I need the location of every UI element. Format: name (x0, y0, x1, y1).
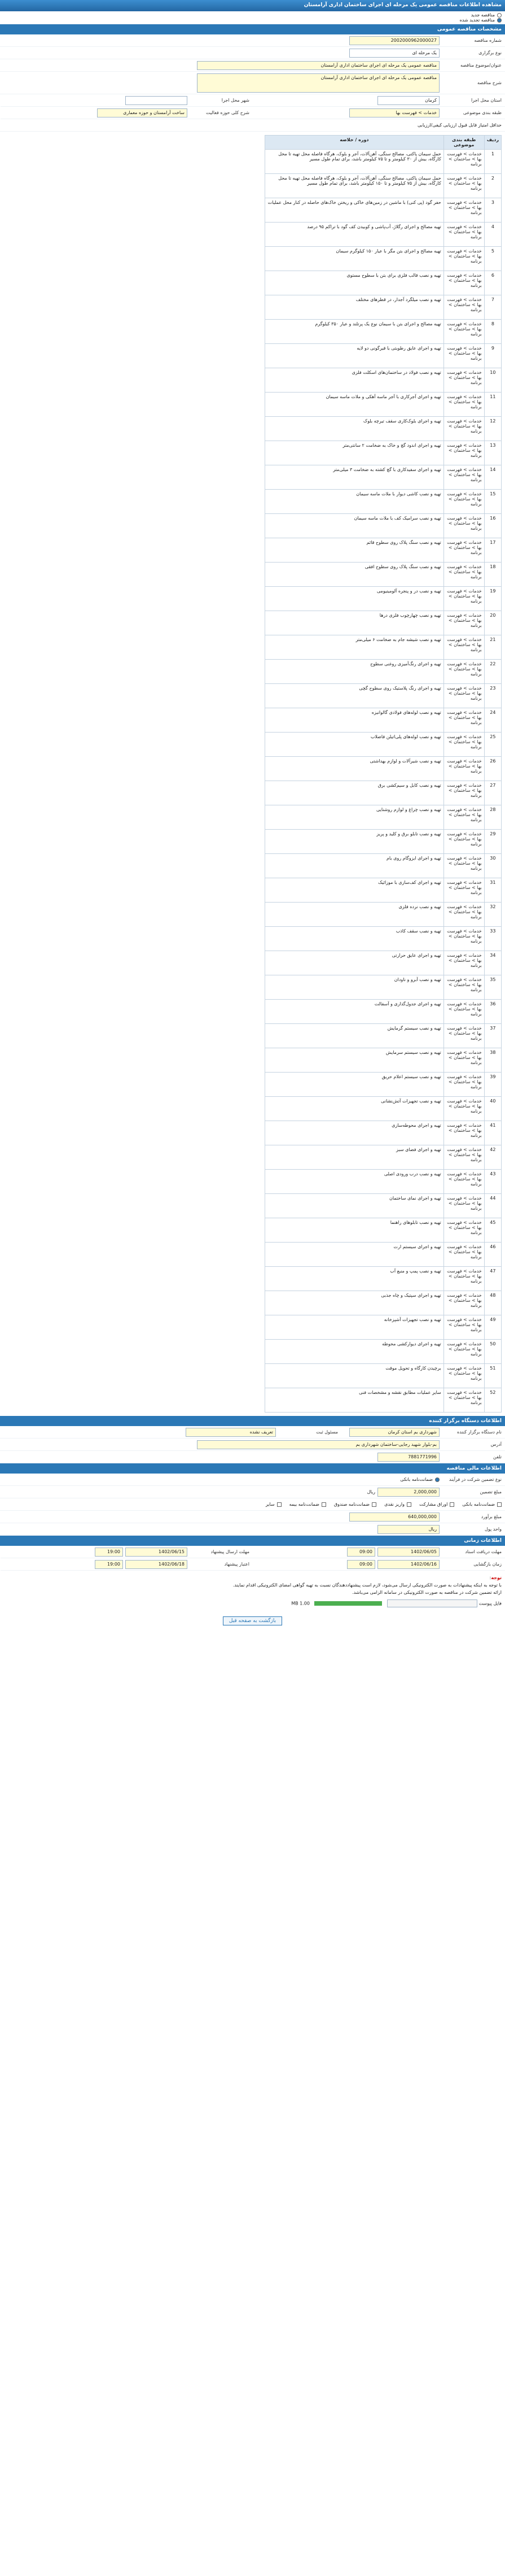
row-category: خدمات > فهرست بها > ساختمان > برنامه (443, 757, 484, 781)
table-row (265, 1388, 502, 1413)
table-row (265, 1048, 502, 1073)
table-row (265, 150, 502, 174)
table-row (265, 563, 502, 587)
row-summary: حفر گود (پی کنی) با ماشین در زمین‌های خاکی و ریختن خاک‌های حاصله در کنار محل عملیات (265, 198, 444, 223)
row-index: 50 (484, 1340, 501, 1364)
row-category: خدمات > فهرست بها > ساختمان > برنامه (443, 587, 484, 611)
row-category: خدمات > فهرست بها > ساختمان > برنامه (443, 805, 484, 830)
organizer-person-field: تعریف نشده (186, 1428, 276, 1437)
row-summary: تهیه و اجرای بلوک‌کاری سقف تیرچه بلوک (265, 417, 444, 441)
row-index: 34 (484, 951, 501, 975)
row-summary: تهیه و نصب تابلو برق و کلید و پریز (265, 830, 444, 854)
financial-section-title: اطلاعات مالی مناقصه (0, 1463, 505, 1474)
row-index: 36 (484, 1000, 501, 1024)
table-row (265, 344, 502, 368)
row-summary: تهیه و اجرای اندود گچ و خاک به ضخامت ۲ سانتی‌متر (265, 441, 444, 465)
category-field: خدمات > فهرست بها (349, 108, 440, 117)
row-category: خدمات > فهرست بها > ساختمان > برنامه (443, 1048, 484, 1073)
classified-label: حداقل امتیاز قابل قبول ارزیابی کیفی/ارزیابی (418, 123, 502, 128)
row-summary: سایر عملیات مطابق نقشه و مشخصات فنی (265, 1388, 444, 1413)
table-row (265, 514, 502, 538)
row-category: خدمات > فهرست بها > ساختمان > برنامه (443, 1218, 484, 1243)
row-category: خدمات > فهرست بها > ساختمان > برنامه (443, 660, 484, 684)
row-summary: تهیه مصالح و اجرای رگلاژ، آب‌پاشی و کوبیدن کف گود با تراکم ۹۵ درصد (265, 223, 444, 247)
row-category: خدمات > فهرست بها > ساختمان > برنامه (443, 1121, 484, 1145)
guarantee-label: واریز نقدی (384, 1502, 405, 1507)
file-field[interactable] (387, 1599, 477, 1607)
row-category: خدمات > فهرست بها > ساختمان > برنامه (443, 611, 484, 635)
tender-subject-field: مناقصه عمومی یک مرحله ای اجرای ساختمان اداری آرامستان (197, 61, 440, 70)
row-index: 11 (484, 393, 501, 417)
row-category: خدمات > فهرست بها > ساختمان > برنامه (443, 417, 484, 441)
row-index: 44 (484, 1194, 501, 1218)
table-row (265, 271, 502, 295)
publish-label: مهلت دریافت اسناد (465, 1549, 502, 1554)
row-summary: تهیه و اجرای آجرکاری با آجر ماسه آهکی و ملات ماسه سیمان (265, 393, 444, 417)
row-category: خدمات > فهرست بها > ساختمان > برنامه (443, 854, 484, 878)
row-index: 23 (484, 684, 501, 708)
table-row (265, 174, 502, 198)
guarantee-types (0, 1498, 505, 1511)
row-summary: تهیه و نصب لوله‌های فولادی گالوانیزه (265, 708, 444, 733)
table-row (265, 465, 502, 490)
row-summary: تهیه و نصب فولاد در ساختمان‌های اسکلت فلزی (265, 368, 444, 393)
row-category: خدمات > فهرست بها > ساختمان > برنامه (443, 1145, 484, 1170)
table-row (265, 830, 502, 854)
amount-label: مبلغ تضمین (480, 1489, 502, 1494)
unit-label: واحد پول (485, 1527, 502, 1532)
row-index: 2 (484, 174, 501, 198)
table-row (265, 1291, 502, 1315)
row-index: 35 (484, 975, 501, 1000)
row-category: خدمات > فهرست بها > ساختمان > برنامه (443, 951, 484, 975)
publish-date: 1402/06/05 (377, 1548, 440, 1557)
row-summary: تهیه و نصب تجهیزات آتش‌نشانی (265, 1097, 444, 1121)
row-index: 5 (484, 247, 501, 271)
amount-field: 2,000,000 (377, 1488, 440, 1497)
organizer-name-label: نام دستگاه برگزار کننده (457, 1429, 502, 1435)
row-category: خدمات > فهرست بها > ساختمان > برنامه (443, 684, 484, 708)
row-summary: تهیه و نصب درب ورودی اصلی (265, 1170, 444, 1194)
table-row (265, 660, 502, 684)
table-row (265, 1340, 502, 1364)
row-summary: تهیه و نصب سنگ پلاک روی سطوح قائم (265, 538, 444, 563)
row-index: 26 (484, 757, 501, 781)
row-summary: تهیه و اجرای رنگ‌آمیزی روغنی سطوح (265, 660, 444, 684)
row-index: 15 (484, 490, 501, 514)
open-date: 1402/06/16 (377, 1560, 440, 1569)
row-summary: تهیه و اجرای سیستم ارت (265, 1243, 444, 1267)
row-category: خدمات > فهرست بها > ساختمان > برنامه (443, 1000, 484, 1024)
row-category: خدمات > فهرست بها > ساختمان > برنامه (443, 441, 484, 465)
unit-field: ریال (377, 1525, 440, 1534)
row-index: 47 (484, 1267, 501, 1291)
row-index: 6 (484, 271, 501, 295)
row-category: خدمات > فهرست بها > ساختمان > برنامه (443, 903, 484, 927)
row-index: 37 (484, 1024, 501, 1048)
row-summary: تهیه و نصب آبرو و ناودان (265, 975, 444, 1000)
tender-section-title: مشخصات مناقصه عمومی (0, 24, 505, 34)
row-summary: تهیه و اجرای محوطه‌سازی (265, 1121, 444, 1145)
valid-date: 1402/06/18 (125, 1560, 187, 1569)
row-category: خدمات > فهرست بها > ساختمان > برنامه (443, 490, 484, 514)
city-label: شهر محل اجرا (221, 98, 249, 103)
table-row (265, 441, 502, 465)
table-row (265, 927, 502, 951)
row-index: 38 (484, 1048, 501, 1073)
row-index: 30 (484, 854, 501, 878)
row-summary: تهیه و نصب پمپ و منبع آب (265, 1267, 444, 1291)
row-index: 42 (484, 1145, 501, 1170)
table-row (265, 781, 502, 805)
table-row (265, 1024, 502, 1048)
table-row (265, 247, 502, 271)
table-row (265, 1097, 502, 1121)
table-row (265, 684, 502, 708)
doc-end-label: مهلت ارسال پیشنهاد (210, 1549, 249, 1554)
table-row (265, 708, 502, 733)
table-row (265, 1364, 502, 1388)
row-index: 29 (484, 830, 501, 854)
row-category: خدمات > فهرست بها > ساختمان > برنامه (443, 1340, 484, 1364)
row-index: 24 (484, 708, 501, 733)
row-index: 51 (484, 1364, 501, 1388)
table-row (265, 1194, 502, 1218)
table-row (265, 854, 502, 878)
row-category: خدمات > فهرست بها > ساختمان > برنامه (443, 563, 484, 587)
row-index: 21 (484, 635, 501, 660)
row-summary: تهیه و اجرای کف‌سازی با موزائیک (265, 878, 444, 903)
tender-desc-label: شرح مناقصه (477, 80, 502, 85)
radio-new[interactable] (497, 13, 502, 18)
table-row (265, 1073, 502, 1097)
row-index: 18 (484, 563, 501, 587)
row-category: خدمات > فهرست بها > ساختمان > برنامه (443, 344, 484, 368)
table-row (265, 223, 502, 247)
row-category: خدمات > فهرست بها > ساختمان > برنامه (443, 514, 484, 538)
row-summary: تهیه و نصب شیشه جام به ضخامت ۶ میلی‌متر (265, 635, 444, 660)
notes-line-1: با توجه به اینکه پیشنهادات به صورت الکترونیکی ارسال می‌شود، لازم است پیشنهاد‌دهندگان نسبت به تهیه گواهی امضای الکترونیکی اقدام نمایند. (232, 1583, 502, 1588)
row-category: خدمات > فهرست بها > ساختمان > برنامه (443, 1315, 484, 1340)
row-summary: تهیه و اجرای عایق رطوبتی با قیرگونی دو لایه (265, 344, 444, 368)
radio-renewed[interactable] (497, 18, 502, 23)
col-header-category: طبقه بندی موضوعی (443, 136, 484, 150)
row-category: خدمات > فهرست بها > ساختمان > برنامه (443, 223, 484, 247)
row-index: 41 (484, 1121, 501, 1145)
row-index: 31 (484, 878, 501, 903)
row-category: خدمات > فهرست بها > ساختمان > برنامه (443, 465, 484, 490)
deposit-type-label: نوع تضمین شرکت در فرآیند (449, 1477, 502, 1482)
row-summary: تهیه و نصب کاشی دیوار با ملات ماسه سیمان (265, 490, 444, 514)
valid-time: 19:00 (95, 1560, 123, 1569)
row-category: خدمات > فهرست بها > ساختمان > برنامه (443, 1024, 484, 1048)
row-category: خدمات > فهرست بها > ساختمان > برنامه (443, 368, 484, 393)
row-category: خدمات > فهرست بها > ساختمان > برنامه (443, 781, 484, 805)
open-label: زمان بازگشایی (473, 1562, 502, 1567)
row-index: 48 (484, 1291, 501, 1315)
row-index: 46 (484, 1243, 501, 1267)
city-field (125, 96, 187, 105)
table-row (265, 611, 502, 635)
doc-end-date: 1402/06/15 (125, 1548, 187, 1557)
amount-unit: ریال (367, 1489, 375, 1494)
table-row (265, 1145, 502, 1170)
notes-line-2: ارائه تضمین شرکت در مناقصه به صورت الکترونیکی در سامانه الزامی می‌باشد. (352, 1590, 502, 1595)
guarantee-checkbox[interactable] (372, 1502, 376, 1507)
row-summary: تهیه و اجرای جدول‌گذاری و آسفالت (265, 1000, 444, 1024)
organizer-phone-field: 7881771996 (377, 1453, 440, 1462)
organizer-person-label: مسئول ثبت (316, 1429, 338, 1435)
times-section-title: اطلاعات زمانی (0, 1536, 505, 1546)
main-category-label: شرح کلی حوزه فعالیت (206, 110, 249, 115)
row-index: 43 (484, 1170, 501, 1194)
row-index: 27 (484, 781, 501, 805)
guarantee-checkbox[interactable] (277, 1502, 282, 1507)
row-summary: تهیه و نصب چراغ و لوازم روشنایی (265, 805, 444, 830)
row-index: 22 (484, 660, 501, 684)
table-row (265, 393, 502, 417)
doc-end-time: 19:00 (95, 1548, 123, 1557)
status-new-label: مناقصه جدید (471, 12, 495, 18)
row-index: 12 (484, 417, 501, 441)
row-index: 17 (484, 538, 501, 563)
category-label: طبقه بندی موضوعی (463, 110, 502, 115)
guarantee-label: ضمانت‌نامه بیمه (289, 1502, 319, 1507)
main-category-field: ساخت آرامستان و حوزه معماری (97, 108, 187, 117)
row-category: خدمات > فهرست بها > ساختمان > برنامه (443, 271, 484, 295)
row-summary: تهیه و اجرای نمای ساختمان (265, 1194, 444, 1218)
row-index: 13 (484, 441, 501, 465)
table-row (265, 1315, 502, 1340)
row-summary: تهیه و نصب سقف کاذب (265, 927, 444, 951)
deposit-type-value: ضمانت‌نامه بانکی (400, 1477, 433, 1482)
table-row (265, 1218, 502, 1243)
table-row (265, 951, 502, 975)
organizer-address-field: بم-بلوار شهید رجایی-ساختمان شهرداری بم (197, 1440, 440, 1449)
row-summary: تهیه و نصب تجهیزات آشپزخانه (265, 1315, 444, 1340)
table-row (265, 320, 502, 344)
guarantee-checkbox[interactable] (322, 1502, 326, 1507)
table-row (265, 1267, 502, 1291)
row-index: 25 (484, 733, 501, 757)
row-index: 33 (484, 927, 501, 951)
row-summary: برچیدن کارگاه و تحویل موقت (265, 1364, 444, 1388)
table-row (265, 587, 502, 611)
status-selector (0, 11, 505, 24)
row-index: 1 (484, 150, 501, 174)
row-index: 28 (484, 805, 501, 830)
tender-subject-label: عنوان/موضوع مناقصه (460, 63, 502, 68)
table-row (265, 198, 502, 223)
table-row (265, 757, 502, 781)
guarantee-checkbox[interactable] (450, 1502, 454, 1507)
table-row (265, 903, 502, 927)
table-row (265, 975, 502, 1000)
row-summary: تهیه و نصب سیستم اعلام حریق (265, 1073, 444, 1097)
row-index: 20 (484, 611, 501, 635)
row-summary: تهیه و نصب شیرآلات و لوازم بهداشتی (265, 757, 444, 781)
row-summary: تهیه و نصب سرامیک کف با ملات ماسه سیمان (265, 514, 444, 538)
row-index: 8 (484, 320, 501, 344)
row-category: خدمات > فهرست بها > ساختمان > برنامه (443, 320, 484, 344)
row-index: 10 (484, 368, 501, 393)
row-category: خدمات > فهرست بها > ساختمان > برنامه (443, 878, 484, 903)
row-category: خدمات > فهرست بها > ساختمان > برنامه (443, 538, 484, 563)
tender-type-label: نوع برگزاری (478, 50, 502, 55)
row-summary: تهیه و نصب سیستم گرمایش (265, 1024, 444, 1048)
row-index: 16 (484, 514, 501, 538)
row-summary: تهیه و اجرای سفیدکاری با گچ کشته به ضخامت ۳ میلی‌متر (265, 465, 444, 490)
table-row (265, 538, 502, 563)
row-summary: تهیه و نصب در و پنجره آلومینیومی (265, 587, 444, 611)
row-category: خدمات > فهرست بها > ساختمان > برنامه (443, 1194, 484, 1218)
province-field: کرمان (377, 96, 440, 105)
row-category: خدمات > فهرست بها > ساختمان > برنامه (443, 708, 484, 733)
open-time: 09:00 (347, 1560, 375, 1569)
row-category: خدمات > فهرست بها > ساختمان > برنامه (443, 1388, 484, 1413)
page-title: مشاهده اطلاعات مناقصه عمومی یک مرحله ای اجرای ساختمان اداری آرامستان (0, 0, 505, 11)
estimate-field: 640,000,000 (349, 1513, 440, 1522)
back-link[interactable]: بازگشت به صفحه قبل (223, 1616, 282, 1625)
row-summary: تهیه و نصب نرده فلزی (265, 903, 444, 927)
tender-type-field: یک مرحله ای (349, 49, 440, 58)
row-category: خدمات > فهرست بها > ساختمان > برنامه (443, 1364, 484, 1388)
row-category: خدمات > فهرست بها > ساختمان > برنامه (443, 1291, 484, 1315)
tender-number-field: 2002000962000027 (349, 36, 440, 45)
items-table (265, 135, 502, 1413)
row-summary: تهیه و نصب تابلوهای راهنما (265, 1218, 444, 1243)
organizer-address-label: آدرس (490, 1442, 502, 1447)
row-category: خدمات > فهرست بها > ساختمان > برنامه (443, 733, 484, 757)
table-row (265, 417, 502, 441)
row-category: خدمات > فهرست بها > ساختمان > برنامه (443, 295, 484, 320)
row-index: 52 (484, 1388, 501, 1413)
guarantee-label: ضمانت‌نامه بانکی (462, 1502, 495, 1507)
row-summary: تهیه و اجرای ایزوگام روی بام (265, 854, 444, 878)
notes-block: توجه: با توجه به اینکه پیشنهادات به صورت الکترونیکی ارسال می‌شود، لازم است پیشنهاد‌دهندگان نسبت به تهیه گواهی امضای الکترونیکی اقدام نمایند. ارائه تضمین شرکت در مناقصه به صورت الکترونیکی در سامانه الزامی می‌باشد. فایل پیوست 1.00 MB (0, 1571, 505, 1611)
organizer-phone-label: تلفن (493, 1454, 502, 1459)
table-row (265, 805, 502, 830)
row-index: 40 (484, 1097, 501, 1121)
table-row (265, 490, 502, 514)
row-summary: تهیه و نصب کابل و سیم‌کشی برق (265, 781, 444, 805)
row-category: خدمات > فهرست بها > ساختمان > برنامه (443, 635, 484, 660)
upload-progress (314, 1601, 382, 1606)
row-category: خدمات > فهرست بها > ساختمان > برنامه (443, 1243, 484, 1267)
row-summary: تهیه مصالح و اجرای بتن مگر با عیار ۱۵۰ کیلوگرم سیمان (265, 247, 444, 271)
row-summary: تهیه و نصب میلگرد آجدار، در قطرهای مختلف (265, 295, 444, 320)
row-summary: تهیه و اجرای عایق حرارتی (265, 951, 444, 975)
guarantee-label: ضمانت‌نامه صندوق (333, 1502, 370, 1507)
table-row (265, 635, 502, 660)
row-category: خدمات > فهرست بها > ساختمان > برنامه (443, 1073, 484, 1097)
publish-time: 09:00 (347, 1548, 375, 1557)
col-header-summary: دوره / خلاصه (265, 136, 444, 150)
row-summary: تهیه و نصب لوله‌های پلی‌اتیلن فاضلاب (265, 733, 444, 757)
row-summary: تهیه و اجرای فضای سبز (265, 1145, 444, 1170)
row-index: 32 (484, 903, 501, 927)
table-row (265, 733, 502, 757)
row-summary: تهیه مصالح و اجرای بتن با سیمان نوع یک پرتلند و عیار ۳۵۰ کیلوگرم (265, 320, 444, 344)
file-size: 1.00 MB (291, 1601, 310, 1606)
guarantee-label: سایر (265, 1502, 275, 1507)
valid-label: اعتبار پیشنهاد (224, 1562, 249, 1567)
table-row (265, 1000, 502, 1024)
estimate-label: مبلغ برآورد (481, 1514, 502, 1519)
deposit-radio[interactable] (435, 1477, 440, 1482)
row-index: 19 (484, 587, 501, 611)
row-category: خدمات > فهرست بها > ساختمان > برنامه (443, 1170, 484, 1194)
row-category: خدمات > فهرست بها > ساختمان > برنامه (443, 1097, 484, 1121)
tender-desc-field: مناقصه عمومی یک مرحله ای اجرای ساختمان اداری آرامستان (197, 73, 440, 93)
province-label: استان محل اجرا (471, 98, 502, 103)
table-row (265, 368, 502, 393)
row-index: 49 (484, 1315, 501, 1340)
row-category: خدمات > فهرست بها > ساختمان > برنامه (443, 198, 484, 223)
table-row (265, 295, 502, 320)
notes-title: توجه (491, 1575, 502, 1580)
row-index: 4 (484, 223, 501, 247)
row-summary: تهیه و اجرای سپتیک و چاه جذبی (265, 1291, 444, 1315)
row-category: خدمات > فهرست بها > ساختمان > برنامه (443, 247, 484, 271)
row-index: 39 (484, 1073, 501, 1097)
row-summary: تهیه و نصب چهارچوب فلزی درها (265, 611, 444, 635)
row-index: 3 (484, 198, 501, 223)
guarantee-checkbox[interactable] (407, 1502, 411, 1507)
organizer-name-field: شهرداری بم استان کرمان (349, 1428, 440, 1437)
row-category: خدمات > فهرست بها > ساختمان > برنامه (443, 1267, 484, 1291)
table-row (265, 1170, 502, 1194)
row-summary: تهیه و نصب سنگ پلاک روی سطوح افقی (265, 563, 444, 587)
row-index: 9 (484, 344, 501, 368)
row-summary: تهیه و نصب قالب فلزی برای بتن با سطوح مستوی (265, 271, 444, 295)
tender-number-label: شماره مناقصه (474, 38, 502, 43)
row-summary: تهیه و نصب سیستم سرمایش (265, 1048, 444, 1073)
row-category: خدمات > فهرست بها > ساختمان > برنامه (443, 830, 484, 854)
row-index: 45 (484, 1218, 501, 1243)
table-row (265, 878, 502, 903)
row-index: 7 (484, 295, 501, 320)
table-row (265, 1243, 502, 1267)
file-label: فایل پیوست (478, 1601, 502, 1606)
row-category: خدمات > فهرست بها > ساختمان > برنامه (443, 975, 484, 1000)
guarantee-label: اوراق مشارکت (419, 1502, 448, 1507)
row-category: خدمات > فهرست بها > ساختمان > برنامه (443, 393, 484, 417)
row-category: خدمات > فهرست بها > ساختمان > برنامه (443, 150, 484, 174)
status-renewed-label: مناقصه تجدید شده (459, 18, 495, 23)
row-index: 14 (484, 465, 501, 490)
row-category: خدمات > فهرست بها > ساختمان > برنامه (443, 927, 484, 951)
row-summary: حمل سیمان پاکتی، مصالح سنگی، آهن‌آلات، آجر و بلوک، هرگاه فاصله محل تهیه تا محل کارگاه، بیش از ۷۵ کیلومتر و تا ۱۵۰ کیلومتر باشد، برای تمام طول مسیر (265, 174, 444, 198)
row-summary: حمل سیمان پاکتی، مصالح سنگی، آهن‌آلات، آجر و بلوک، هرگاه فاصله محل تهیه تا محل کارگاه، بیش از ۳۰ کیلومتر و تا ۷۵ کیلومتر باشد، برای تمام طول مسیر (265, 150, 444, 174)
row-summary: تهیه و اجرای رنگ پلاستیک روی سطوح گچی (265, 684, 444, 708)
table-row (265, 1121, 502, 1145)
organizer-section-title: اطلاعات دستگاه برگزار کننده (0, 1416, 505, 1426)
row-summary: تهیه و اجرای دیوارکشی محوطه (265, 1340, 444, 1364)
row-category: خدمات > فهرست بها > ساختمان > برنامه (443, 174, 484, 198)
guarantee-checkbox[interactable] (497, 1502, 502, 1507)
col-header-index: ردیف (484, 136, 501, 150)
